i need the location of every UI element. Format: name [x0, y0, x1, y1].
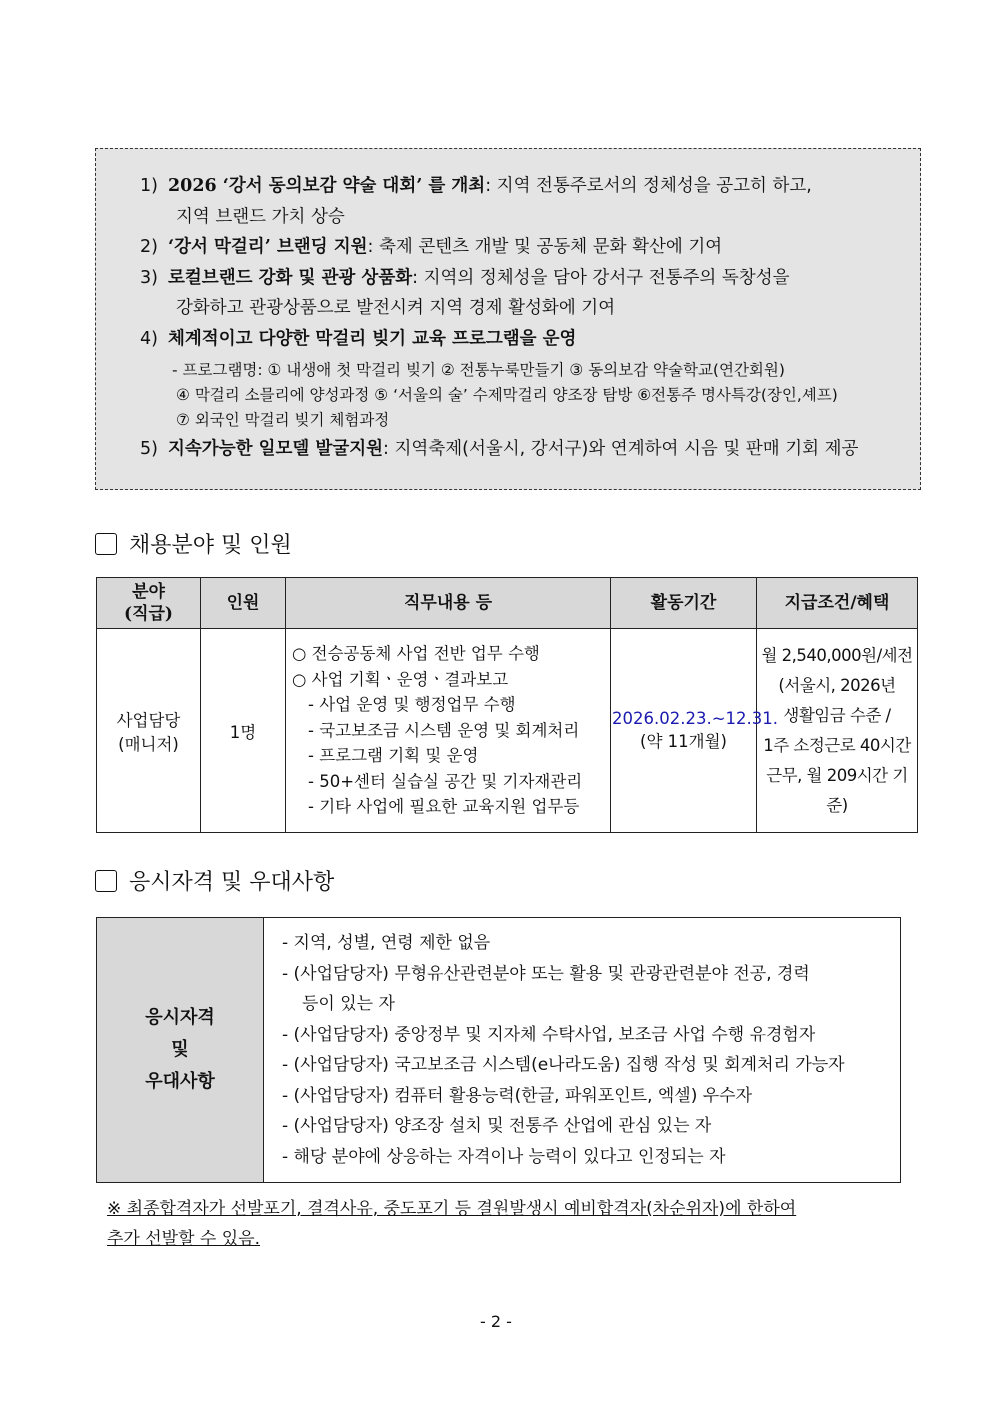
goal-5-text: : 지역축제(서울시, 강서구)와 연계하여 시음 및 판매 기회 제공	[383, 439, 859, 459]
goal-2-title: ‘강서 막걸리’ 브랜딩 지원	[168, 237, 368, 257]
header-pay: 지급조건/혜택	[757, 578, 918, 629]
list-item-continued: 등이 있는 자	[302, 994, 395, 1014]
goal-4-title: 체계적이고 다양한 막걸리 빚기 교육 프로그램을 운영	[168, 329, 577, 349]
goal-3-title: 로컬브랜드 강화 및 관광 상품화	[168, 268, 413, 288]
list-item: - 해당 분야에 상응하는 자격이나 능력이 있다고 인정되는 자	[282, 1146, 726, 1167]
section-title: 채용분야 및 인원	[129, 533, 292, 558]
header-field: 분야 (직급)	[97, 578, 201, 629]
goal-2: 2) ‘강서 막걸리’ 브랜딩 지원: 축제 콘텐츠 개발 및 공동체 문화 확산에 기여	[140, 237, 723, 257]
goal-3: 3) 로컬브랜드 강화 및 관광 상품화: 지역의 정체성을 담아 강서구 전통주의 독창성을	[140, 268, 790, 288]
cell-field: 사업담당 (매니저)	[97, 629, 201, 833]
header-period: 활동기간	[611, 578, 757, 629]
list-item: - (사업담당자) 국고보조금 시스템(e나라도움) 집행 작성 및 회계처리 가능자	[282, 1055, 845, 1075]
qualifications-list	[264, 918, 901, 1183]
qualifications-table	[96, 917, 901, 1183]
list-item: - (사업담당자) 양조장 설치 및 전통주 산업에 관심 있는 자	[282, 1116, 712, 1136]
duty-item: ○ 사업 기획ㆍ운영ㆍ결과보고	[292, 669, 509, 689]
checkbox-icon	[95, 870, 117, 892]
qualifications-label: 응시자격 및 우대사항	[97, 918, 264, 1183]
section-heading-recruitment	[95, 528, 292, 559]
goal-1-continued: 지역 브랜드 가치 상승	[176, 207, 345, 227]
goal-1-title: 2026 ‘강서 동의보감 약술 대회’ 를 개최	[168, 176, 486, 196]
goal-4-programs-line1: - 프로그램명: ① 내생애 첫 막걸리 빚기 ② 전통누룩만들기 ③ 동의보감 약술학교(연간회원)	[172, 361, 785, 379]
goal-2-text: : 축제 콘텐츠 개발 및 공동체 문화 확산에 기여	[367, 237, 723, 257]
list-item: - (사업담당자) 중앙정부 및 지자체 수탁사업, 보조금 사업 수행 유경험자	[282, 1024, 816, 1045]
header-duties: 직무내용 등	[286, 578, 611, 629]
goal-4-programs-line3: ⑦ 외국인 막걸리 빚기 체험과정	[176, 411, 390, 429]
goal-1-text: : 지역 전통주로서의 정체성을 공고히 하고,	[485, 176, 812, 196]
section-heading-qualifications	[95, 865, 334, 896]
duty-item: - 50+센터 실습실 공간 및 기자재관리	[308, 771, 583, 791]
goal-3-text: : 지역의 정체성을 담아 강서구 전통주의 독창성을	[412, 268, 790, 288]
goal-5-title: 지속가능한 일모델 발굴지원	[168, 439, 384, 459]
list-item: - 지역, 성별, 연령 제한 없음	[282, 933, 491, 953]
cell-pay: 월 2,540,000원/세전 (서울시, 2026년 생활임금 수준 / 1주 소정근로 40시간 근무, 월 209시간 기준)	[757, 629, 918, 833]
period-dates: 2026.02.23.~12.31.	[612, 709, 779, 728]
duty-item: - 기타 사업에 필요한 교육지원 업무등	[308, 797, 580, 817]
reserve-candidate-note: ※ 최종합격자가 선발포기, 결격사유, 중도포기 등 결원발생시 예비합격자(차순위자)에 한하여 추가 선발할 수 있음.	[107, 1199, 797, 1249]
list-item: - (사업담당자) 컴퓨터 활용능력(한글, 파워포인트, 엑셀) 우수자	[282, 1085, 753, 1106]
recruitment-table	[96, 577, 918, 833]
duty-item: ○ 전승공동체 사업 전반 업무 수행	[292, 644, 540, 664]
header-count: 인원	[201, 578, 286, 629]
table-row	[97, 629, 918, 833]
cell-count: 1명	[201, 629, 286, 833]
duty-item: - 국고보조금 시스템 운영 및 회계처리	[308, 720, 580, 740]
goal-3-continued: 강화하고 관광상품으로 발전시켜 지역 경제 활성화에 기여	[176, 298, 616, 318]
page-number: - 2 -	[480, 1312, 512, 1331]
table-row	[97, 918, 901, 1183]
checkbox-icon	[95, 533, 117, 555]
list-item: - (사업담당자) 무형유산관련분야 또는 활용 및 관광관련분야 전공, 경력	[282, 963, 810, 984]
goal-1: 1) 2026 ‘강서 동의보감 약술 대회’ 를 개최: 지역 전통주로서의 정체성을 공고히 하고,	[140, 176, 812, 196]
section-title: 응시자격 및 우대사항	[129, 870, 335, 895]
period-months: (약 11개월)	[640, 732, 727, 751]
cell-duties	[286, 629, 611, 833]
duty-item: - 사업 운영 및 행정업무 수행	[308, 695, 516, 715]
goal-4: 4) 체계적이고 다양한 막걸리 빚기 교육 프로그램을 운영	[140, 329, 577, 349]
table-header-row	[97, 578, 918, 629]
goal-4-programs-line2: ④ 막걸리 소믈리에 양성과정 ⑤ ‘서울의 술’ 수제막걸리 양조장 탐방 ⑥전통주 명사특강(장인,셰프)	[176, 386, 838, 404]
cell-period	[611, 629, 779, 833]
goal-5: 5) 지속가능한 일모델 발굴지원: 지역축제(서울시, 강서구)와 연계하여 시음 및 판매 기회 제공	[140, 439, 859, 459]
duty-item: - 프로그램 기획 및 운영	[308, 746, 479, 766]
